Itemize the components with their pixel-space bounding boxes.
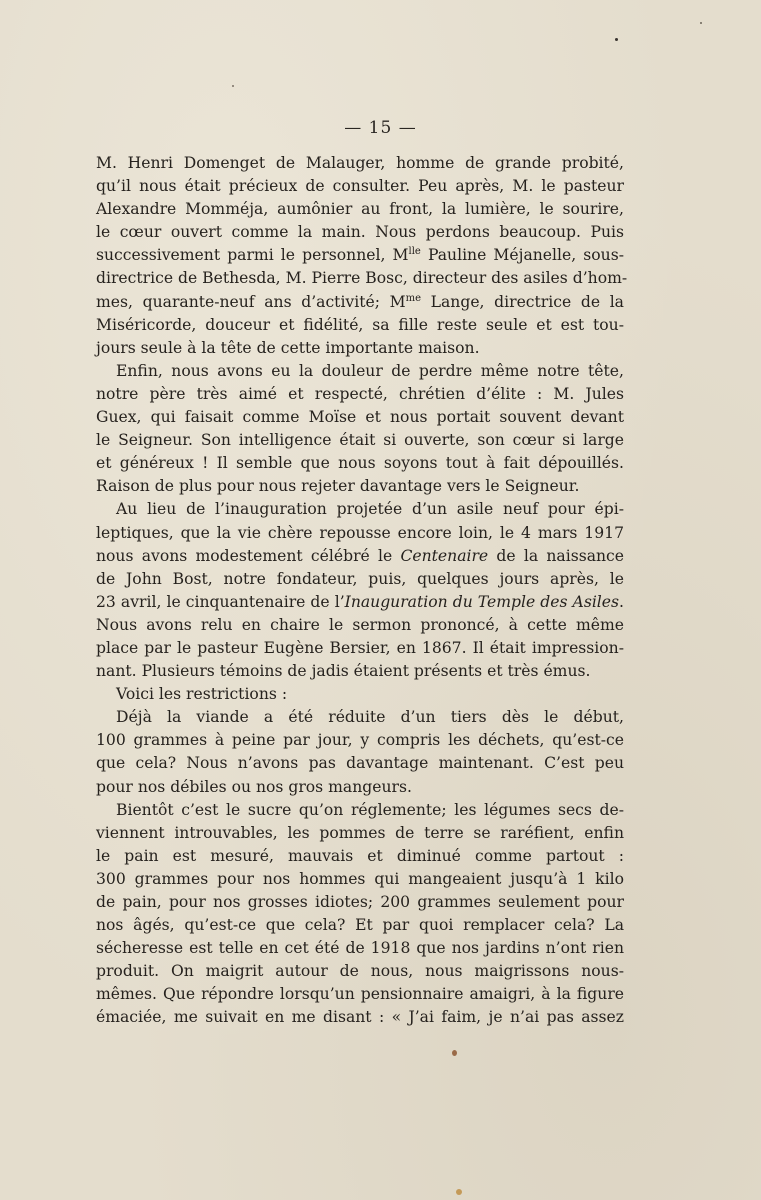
text-line: [96, 799, 624, 822]
text-line: [96, 244, 624, 267]
text-segment: Nous avons relu en chaire le sermon prononcé, à cette même: [96, 615, 624, 634]
text-line: [96, 152, 624, 175]
text-segment: nous avons modestement célébré le: [96, 546, 401, 565]
text-line: [96, 498, 624, 521]
paper-speck: [700, 22, 702, 24]
text-segment: mêmes. Que répondre lorsqu’un pensionnaire amaigri, à la figure: [96, 985, 624, 1004]
text-line: [96, 267, 628, 290]
text-segment: place par le pasteur Eugène Bersier, en 1867. Il était impression-: [96, 638, 624, 657]
text-line: [96, 891, 624, 914]
text-line: [96, 845, 624, 868]
italic-text: Inauguration du Temple des Asiles: [344, 592, 620, 611]
superscript: lle: [408, 246, 421, 258]
text-line: [96, 1006, 624, 1029]
text-line: [96, 545, 624, 568]
text-line: [96, 314, 624, 337]
text-segment: sécheresse est telle en cet été de 1918 que nos jardins n’ont rien: [96, 939, 624, 958]
text-line: [96, 475, 624, 498]
text-segment: Guex, qui faisait comme Moïse et nous portait souvent devant: [96, 408, 624, 427]
text-segment: Pauline Méjanelle, sous-: [420, 246, 624, 265]
text-segment: leptiques, que la vie chère repousse encore loin, le 4 mars 1917: [96, 523, 624, 542]
text-line: [96, 914, 624, 937]
text-line: [96, 198, 624, 221]
text-segment: .: [619, 592, 624, 611]
paper-speck: [452, 1050, 457, 1056]
paper-speck: [456, 1189, 462, 1195]
text-segment: produit. On maigrit autour de nous, nous maigrissons nous-: [96, 962, 624, 981]
text-line: [96, 406, 624, 429]
text-segment: de John Bost, notre fondateur, puis, quelques jours après, le: [96, 569, 624, 588]
text-line: [96, 637, 624, 660]
text-segment: Au lieu de l’inauguration projetée d’un asile neuf pour épi-: [116, 500, 624, 519]
text-line: [96, 614, 624, 637]
text-segment: Lange, directrice de la: [421, 292, 624, 311]
text-segment: Raison de plus pour nous rejeter davantage vers le Seigneur.: [96, 477, 580, 496]
text-segment: viennent introuvables, les pommes de terre se raréfient, enfin: [96, 823, 624, 842]
text-line: [96, 776, 624, 799]
text-line: [96, 822, 624, 845]
paper-speck: [615, 38, 618, 41]
text-segment: Voici les restrictions :: [116, 685, 288, 704]
text-line: [96, 522, 624, 545]
superscript: me: [405, 292, 421, 304]
text-segment: de la naissance: [488, 546, 624, 565]
text-segment: Bientôt c’est le sucre qu’on réglemente; les légumes secs de-: [116, 800, 624, 819]
text-segment: de pain, pour nos grosses idiotes; 200 grammes seulement pour: [96, 893, 624, 911]
text-line: [96, 752, 624, 775]
text-segment: successivement parmi le personnel, M: [96, 246, 409, 265]
text-segment: le cœur ouvert comme la main. Nous perdons beaucoup. Puis: [96, 223, 624, 242]
text-line: [96, 360, 624, 383]
text-line: [96, 660, 624, 683]
italic-text: Centenaire: [400, 546, 489, 565]
text-segment: directrice de Bethesda, M. Pierre Bosc, directeur des asiles d’hom-: [96, 269, 628, 288]
text-line: [96, 960, 624, 983]
body-text: [96, 152, 628, 1030]
text-segment: 23 avril, le cinquantenaire de l’: [96, 592, 345, 611]
text-line: [96, 175, 624, 198]
text-line: [96, 729, 624, 752]
text-line: [96, 683, 624, 706]
text-segment: que cela? Nous n’avons pas davantage maintenant. C’est peu: [96, 754, 624, 773]
text-segment: pour nos débiles ou nos gros mangeurs.: [96, 777, 412, 796]
text-line: [96, 452, 624, 475]
text-segment: et généreux ! Il semble que nous soyons tout à fait dépouillés.: [96, 454, 624, 473]
paper-speck: [232, 85, 234, 87]
text-segment: M. Henri Domenget de Malauger, homme de grande probité,: [96, 154, 624, 172]
text-segment: jours seule à la tête de cette importante maison.: [96, 338, 480, 357]
text-segment: le pain est mesuré, mauvais et diminué comme partout :: [96, 846, 624, 865]
text-segment: 100 grammes à peine par jour, y compris les déchets, qu’est-ce: [96, 731, 624, 750]
text-line: [96, 937, 624, 960]
text-line: [96, 383, 624, 406]
text-segment: émaciée, me suivait en me disant : « J’ai faim, je n’ai pas assez: [96, 1008, 624, 1027]
text-segment: mes, quarante-neuf ans d’activité; M: [96, 292, 406, 311]
text-line: [96, 568, 624, 591]
text-line: [96, 429, 624, 452]
text-segment: Déjà la viande a été réduite d’un tiers dès le début,: [116, 708, 624, 727]
text-line: [96, 591, 624, 614]
text-line: [96, 291, 624, 314]
text-line: [96, 868, 624, 891]
text-segment: Miséricorde, douceur et fidélité, sa fille reste seule et est tou-: [96, 315, 624, 334]
text-line: [96, 983, 624, 1006]
text-segment: 300 grammes pour nos hommes qui mangeaient jusqu’à 1 kilo: [96, 869, 624, 888]
text-segment: le Seigneur. Son intelligence était si ouverte, son cœur si large: [96, 431, 624, 450]
text-segment: Enfin, nous avons eu la douleur de perdre même notre tête,: [116, 361, 624, 380]
text-segment: qu’il nous était précieux de consulter. Peu après, M. le pasteur: [96, 177, 624, 196]
text-segment: Alexandre Momméja, aumônier au front, la lumière, le sourire,: [96, 200, 624, 219]
page-number: — 15 —: [344, 118, 417, 138]
text-line: [96, 221, 624, 244]
text-line: [96, 337, 624, 360]
text-line: [96, 706, 624, 729]
text-segment: nos âgés, qu’est-ce que cela? Et par quoi remplacer cela? La: [96, 916, 624, 935]
text-segment: notre père très aimé et respecté, chrétien d’élite : M. Jules: [96, 384, 624, 403]
text-segment: nant. Plusieurs témoins de jadis étaient présents et très émus.: [96, 662, 591, 681]
